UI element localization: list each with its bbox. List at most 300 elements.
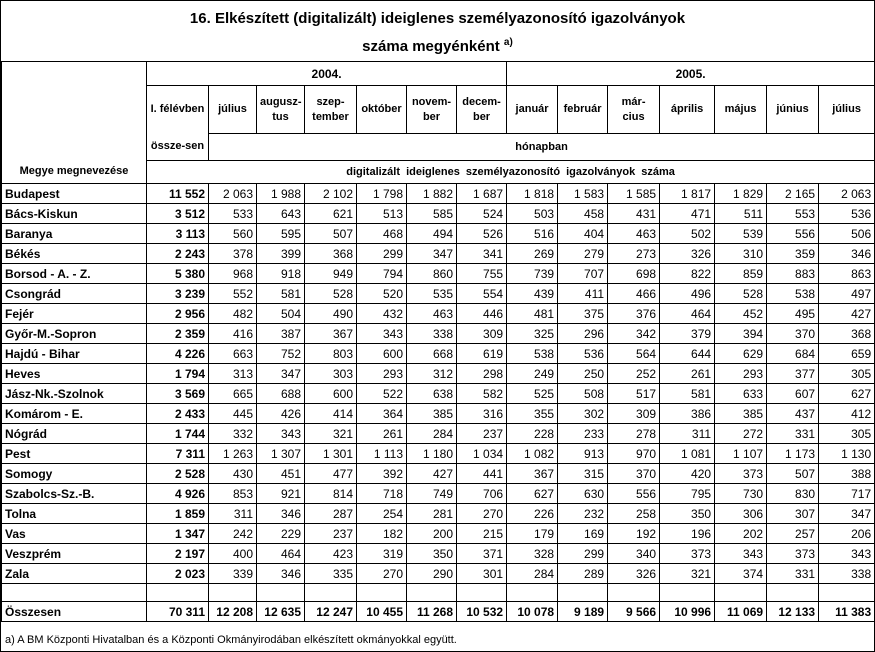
monthly-value: 446 [457,304,507,324]
monthly-value: 522 [357,384,407,404]
monthly-value: 387 [257,324,305,344]
monthly-value: 386 [660,404,715,424]
monthly-value: 659 [819,344,875,364]
monthly-value: 331 [767,424,819,444]
monthly-value: 539 [715,224,767,244]
monthly-value: 411 [558,284,608,304]
empty-cell [2,584,147,602]
monthly-value: 471 [660,204,715,224]
monthly-value: 538 [507,344,558,364]
monthly-value: 378 [209,244,257,264]
monthly-value: 439 [507,284,558,304]
county-row [2,404,875,424]
monthly-value: 668 [407,344,457,364]
monthly-value: 538 [767,284,819,304]
monthly-value: 343 [819,544,875,564]
monthly-value: 310 [715,244,767,264]
monthly-value: 228 [507,424,558,444]
monthly-value: 1 585 [608,184,660,204]
monthly-value: 301 [457,564,507,584]
monthly-value: 249 [507,364,558,384]
month-header: október [357,86,407,134]
monthly-value: 319 [357,544,407,564]
monthly-value: 913 [558,444,608,464]
monthly-value: 182 [357,524,407,544]
monthly-value: 326 [660,244,715,264]
monthly-value: 1 882 [407,184,457,204]
monthly-value: 347 [257,364,305,384]
monthly-value: 482 [209,304,257,324]
monthly-value: 202 [715,524,767,544]
monthly-value: 321 [660,564,715,584]
monthly-value: 427 [407,464,457,484]
monthly-value: 600 [357,344,407,364]
monthly-value: 10 455 [357,602,407,622]
monthly-value: 698 [608,264,660,284]
monthly-value: 749 [407,484,457,504]
half-year-total: 3 569 [147,384,209,404]
monthly-value: 495 [767,304,819,324]
empty-cell [209,584,257,602]
monthly-value: 359 [767,244,819,264]
metric-header: digitalizált ideiglenes személyazonosító igazolványok száma [147,161,875,184]
monthly-value: 463 [407,304,457,324]
monthly-value: 338 [407,324,457,344]
monthly-value: 341 [457,244,507,264]
monthly-value: 441 [457,464,507,484]
monthly-value: 525 [507,384,558,404]
monthly-value: 582 [457,384,507,404]
monthly-value: 1 817 [660,184,715,204]
monthly-value: 644 [660,344,715,364]
monthly-value: 279 [558,244,608,264]
empty-cell [819,584,875,602]
footnote: a) A BM Központi Hivatalban és a Központi Okmányirodában elkészített okmányokkal együtt. [5,634,457,646]
monthly-value: 338 [819,564,875,584]
county-name: Zala [2,564,147,584]
half-year-total: 3 512 [147,204,209,224]
monthly-value: 350 [660,504,715,524]
monthly-value: 12 208 [209,602,257,622]
monthly-value: 404 [558,224,608,244]
month-header: novem-ber [407,86,457,134]
monthly-value: 427 [819,304,875,324]
monthly-value: 302 [558,404,608,424]
monthly-value: 665 [209,384,257,404]
monthly-value: 1 081 [660,444,715,464]
county-name: Vas [2,524,147,544]
monthly-value: 556 [608,484,660,504]
monthly-value: 303 [305,364,357,384]
monthly-value: 331 [767,564,819,584]
monthly-value: 269 [507,244,558,264]
monthly-value: 367 [305,324,357,344]
monthly-value: 370 [608,464,660,484]
empty-cell [715,584,767,602]
monthly-value: 464 [660,304,715,324]
monthly-value: 517 [608,384,660,404]
monthly-value: 1 107 [715,444,767,464]
monthly-value: 374 [715,564,767,584]
monthly-value: 299 [357,244,407,264]
monthly-value: 179 [507,524,558,544]
monthly-value: 1 798 [357,184,407,204]
county-row [2,464,875,484]
monthly-value: 258 [608,504,660,524]
monthly-value: 458 [558,204,608,224]
monthly-value: 311 [209,504,257,524]
monthly-value: 346 [819,244,875,264]
monthly-value: 287 [305,504,357,524]
monthly-value: 1 263 [209,444,257,464]
monthly-value: 859 [715,264,767,284]
empty-cell [305,584,357,602]
county-row [2,284,875,304]
monthly-value: 1 818 [507,184,558,204]
month-header: szep-tember [305,86,357,134]
monthly-value: 504 [257,304,305,324]
monthly-value: 250 [558,364,608,384]
county-row [2,484,875,504]
monthly-value: 281 [407,504,457,524]
month-header: január [507,86,558,134]
monthly-value: 431 [608,204,660,224]
monthly-value: 621 [305,204,357,224]
monthly-value: 630 [558,484,608,504]
monthly-value: 507 [767,464,819,484]
monthly-value: 490 [305,304,357,324]
monthly-value: 717 [819,484,875,504]
monthly-value: 270 [457,504,507,524]
county-name: Jász-Nk.-Szolnok [2,384,147,404]
monthly-value: 293 [357,364,407,384]
monthly-value: 376 [608,304,660,324]
monthly-value: 552 [209,284,257,304]
monthly-value: 970 [608,444,660,464]
monthly-value: 595 [257,224,305,244]
total-header: össze-sen [147,134,209,161]
monthly-value: 860 [407,264,457,284]
monthly-value: 502 [660,224,715,244]
monthly-value: 553 [767,204,819,224]
monthly-value: 342 [608,324,660,344]
monthly-value: 385 [407,404,457,424]
monthly-value: 506 [819,224,875,244]
half-year-total: 5 380 [147,264,209,284]
monthly-value: 627 [819,384,875,404]
monthly-value: 918 [257,264,305,284]
monthly-value: 305 [819,364,875,384]
monthly-value: 316 [457,404,507,424]
county-name: Hajdú - Bihar [2,344,147,364]
monthly-value: 1 113 [357,444,407,464]
monthly-value: 423 [305,544,357,564]
monthly-value: 11 268 [407,602,457,622]
monthly-value: 312 [407,364,457,384]
empty-cell [357,584,407,602]
monthly-value: 814 [305,484,357,504]
monthly-value: 299 [558,544,608,564]
monthly-value: 536 [819,204,875,224]
monthly-value: 718 [357,484,407,504]
monthly-value: 581 [257,284,305,304]
monthly-value: 284 [507,564,558,584]
monthly-value: 1 180 [407,444,457,464]
monthly-value: 377 [767,364,819,384]
county-row [2,344,875,364]
monthly-value: 739 [507,264,558,284]
title-line-2: száma megyénként [362,38,500,55]
monthly-value: 399 [257,244,305,264]
monthly-value: 412 [819,404,875,424]
monthly-value: 1 301 [305,444,357,464]
empty-cell [507,584,558,602]
month-header: decem-ber [457,86,507,134]
monthly-value: 633 [715,384,767,404]
half-year-total: 2 243 [147,244,209,264]
half-year-total: 11 552 [147,184,209,204]
monthly-value: 730 [715,484,767,504]
monthly-value: 452 [715,304,767,324]
monthly-value: 229 [257,524,305,544]
county-row [2,424,875,444]
county-row [2,244,875,264]
monthly-value: 432 [357,304,407,324]
monthly-value: 355 [507,404,558,424]
monthly-value: 564 [608,344,660,364]
monthly-value: 533 [209,204,257,224]
empty-cell [147,584,209,602]
monthly-value: 215 [457,524,507,544]
monthly-value: 560 [209,224,257,244]
monthly-value: 11 383 [819,602,875,622]
half-year-total: 2 528 [147,464,209,484]
monthly-value: 496 [660,284,715,304]
monthly-value: 921 [257,484,305,504]
monthly-value: 883 [767,264,819,284]
monthly-value: 949 [305,264,357,284]
data-table [1,61,875,622]
monthly-value: 2 165 [767,184,819,204]
monthly-value: 284 [407,424,457,444]
half-year-total: 2 359 [147,324,209,344]
county-name: Komárom - E. [2,404,147,424]
monthly-value: 12 635 [257,602,305,622]
monthly-value: 494 [407,224,457,244]
monthly-value: 309 [608,404,660,424]
monthly-value: 400 [209,544,257,564]
monthly-value: 511 [715,204,767,224]
county-row [2,304,875,324]
county-row [2,444,875,464]
monthly-value: 368 [305,244,357,264]
monthly-value: 1 829 [715,184,767,204]
month-header: április [660,86,715,134]
monthly-value: 306 [715,504,767,524]
county-header-top [2,62,147,86]
monthly-value: 853 [209,484,257,504]
county-row [2,384,875,404]
monthly-value: 328 [507,544,558,564]
empty-cell [407,584,457,602]
monthly-value: 451 [257,464,305,484]
monthly-value: 803 [305,344,357,364]
monthly-value: 863 [819,264,875,284]
monthly-value: 535 [407,284,457,304]
monthly-value: 481 [507,304,558,324]
monthly-value: 524 [457,204,507,224]
county-name: Csongrád [2,284,147,304]
monthly-value: 339 [209,564,257,584]
monthly-value: 2 102 [305,184,357,204]
monthly-value: 420 [660,464,715,484]
empty-cell [457,584,507,602]
county-row [2,524,875,544]
monthly-value: 503 [507,204,558,224]
monthly-value: 347 [819,504,875,524]
monthly-value: 464 [257,544,305,564]
half-year-total: 4 926 [147,484,209,504]
monthly-value: 12 247 [305,602,357,622]
monthly-value: 233 [558,424,608,444]
monthly-value: 528 [305,284,357,304]
monthly-value: 528 [715,284,767,304]
monthly-value: 343 [357,324,407,344]
half-year-total: 7 311 [147,444,209,464]
monthly-value: 663 [209,344,257,364]
monthly-value: 385 [715,404,767,424]
monthly-value: 192 [608,524,660,544]
monthly-value: 254 [357,504,407,524]
monthly-value: 346 [257,504,305,524]
monthly-value: 293 [715,364,767,384]
county-name: Budapest [2,184,147,204]
half-year-total: 1 347 [147,524,209,544]
county-name: Veszprém [2,544,147,564]
monthly-value: 261 [357,424,407,444]
monthly-value: 2 063 [209,184,257,204]
county-name: Békés [2,244,147,264]
half-year-total: 70 311 [147,602,209,622]
monthly-value: 242 [209,524,257,544]
half-year-total: 1 744 [147,424,209,444]
monthly-value: 321 [305,424,357,444]
monthly-value: 200 [407,524,457,544]
monthly-value: 11 069 [715,602,767,622]
monthly-value: 326 [608,564,660,584]
half-year-total: 2 023 [147,564,209,584]
monthly-value: 507 [305,224,357,244]
monthly-value: 371 [457,544,507,564]
monthly-value: 794 [357,264,407,284]
monthly-value: 619 [457,344,507,364]
monthly-value: 497 [819,284,875,304]
county-row [2,184,875,204]
monthly-value: 752 [257,344,305,364]
monthly-value: 364 [357,404,407,424]
monthly-value: 688 [257,384,305,404]
county-name: Nógrád [2,424,147,444]
county-row [2,324,875,344]
monthly-value: 375 [558,304,608,324]
monthly-value: 1 130 [819,444,875,464]
monthly-value: 629 [715,344,767,364]
monthly-value: 1 082 [507,444,558,464]
monthly-value: 332 [209,424,257,444]
monthly-value: 607 [767,384,819,404]
county-name: Győr-M.-Sopron [2,324,147,344]
empty-cell [767,584,819,602]
half-year-total: 2 197 [147,544,209,564]
county-name: Fejér [2,304,147,324]
title-line-1: 16. Elkészített (digitalizált) ideiglenes személyazonosító igazolványok [189,10,686,27]
county-name: Heves [2,364,147,384]
monthly-value: 2 063 [819,184,875,204]
half-year-total: 1 794 [147,364,209,384]
monthly-value: 307 [767,504,819,524]
empty-cell [558,584,608,602]
monthly-value: 388 [819,464,875,484]
county-name: Bács-Kiskun [2,204,147,224]
monthly-value: 638 [407,384,457,404]
monthly-value: 684 [767,344,819,364]
monthly-value: 237 [305,524,357,544]
monthly-value: 585 [407,204,457,224]
county-name: Tolna [2,504,147,524]
county-name: Somogy [2,464,147,484]
half-year-total: 2 956 [147,304,209,324]
month-header: május [715,86,767,134]
county-row [2,364,875,384]
monthly-value: 437 [767,404,819,424]
year-2005-header: 2005. [507,62,875,86]
monthly-value: 346 [257,564,305,584]
monthly-value: 311 [660,424,715,444]
monthly-value: 9 566 [608,602,660,622]
spacer-row [2,584,875,602]
monthly-value: 707 [558,264,608,284]
monthly-value: 373 [660,544,715,564]
monthly-value: 379 [660,324,715,344]
monthly-value: 1 988 [257,184,305,204]
monthly-value: 289 [558,564,608,584]
monthly-value: 373 [767,544,819,564]
monthly-value: 272 [715,424,767,444]
monthly-value: 516 [507,224,558,244]
half-year-total: 4 226 [147,344,209,364]
title-footnote-marker: a) [503,37,513,48]
monthly-value: 1 687 [457,184,507,204]
monthly-value: 270 [357,564,407,584]
county-row [2,504,875,524]
table-title [1,1,874,61]
month-header: augusz-tus [257,86,305,134]
monthly-value: 350 [407,544,457,564]
county-row [2,564,875,584]
monthly-value: 343 [257,424,305,444]
year-2004-header: 2004. [147,62,507,86]
monthly-value: 468 [357,224,407,244]
month-header: július [209,86,257,134]
monthly-value: 466 [608,284,660,304]
monthly-value: 414 [305,404,357,424]
monthly-value: 343 [715,544,767,564]
monthly-value: 340 [608,544,660,564]
monthly-value: 1 307 [257,444,305,464]
monthly-value: 325 [507,324,558,344]
month-header: már-cius [608,86,660,134]
monthly-value: 309 [457,324,507,344]
